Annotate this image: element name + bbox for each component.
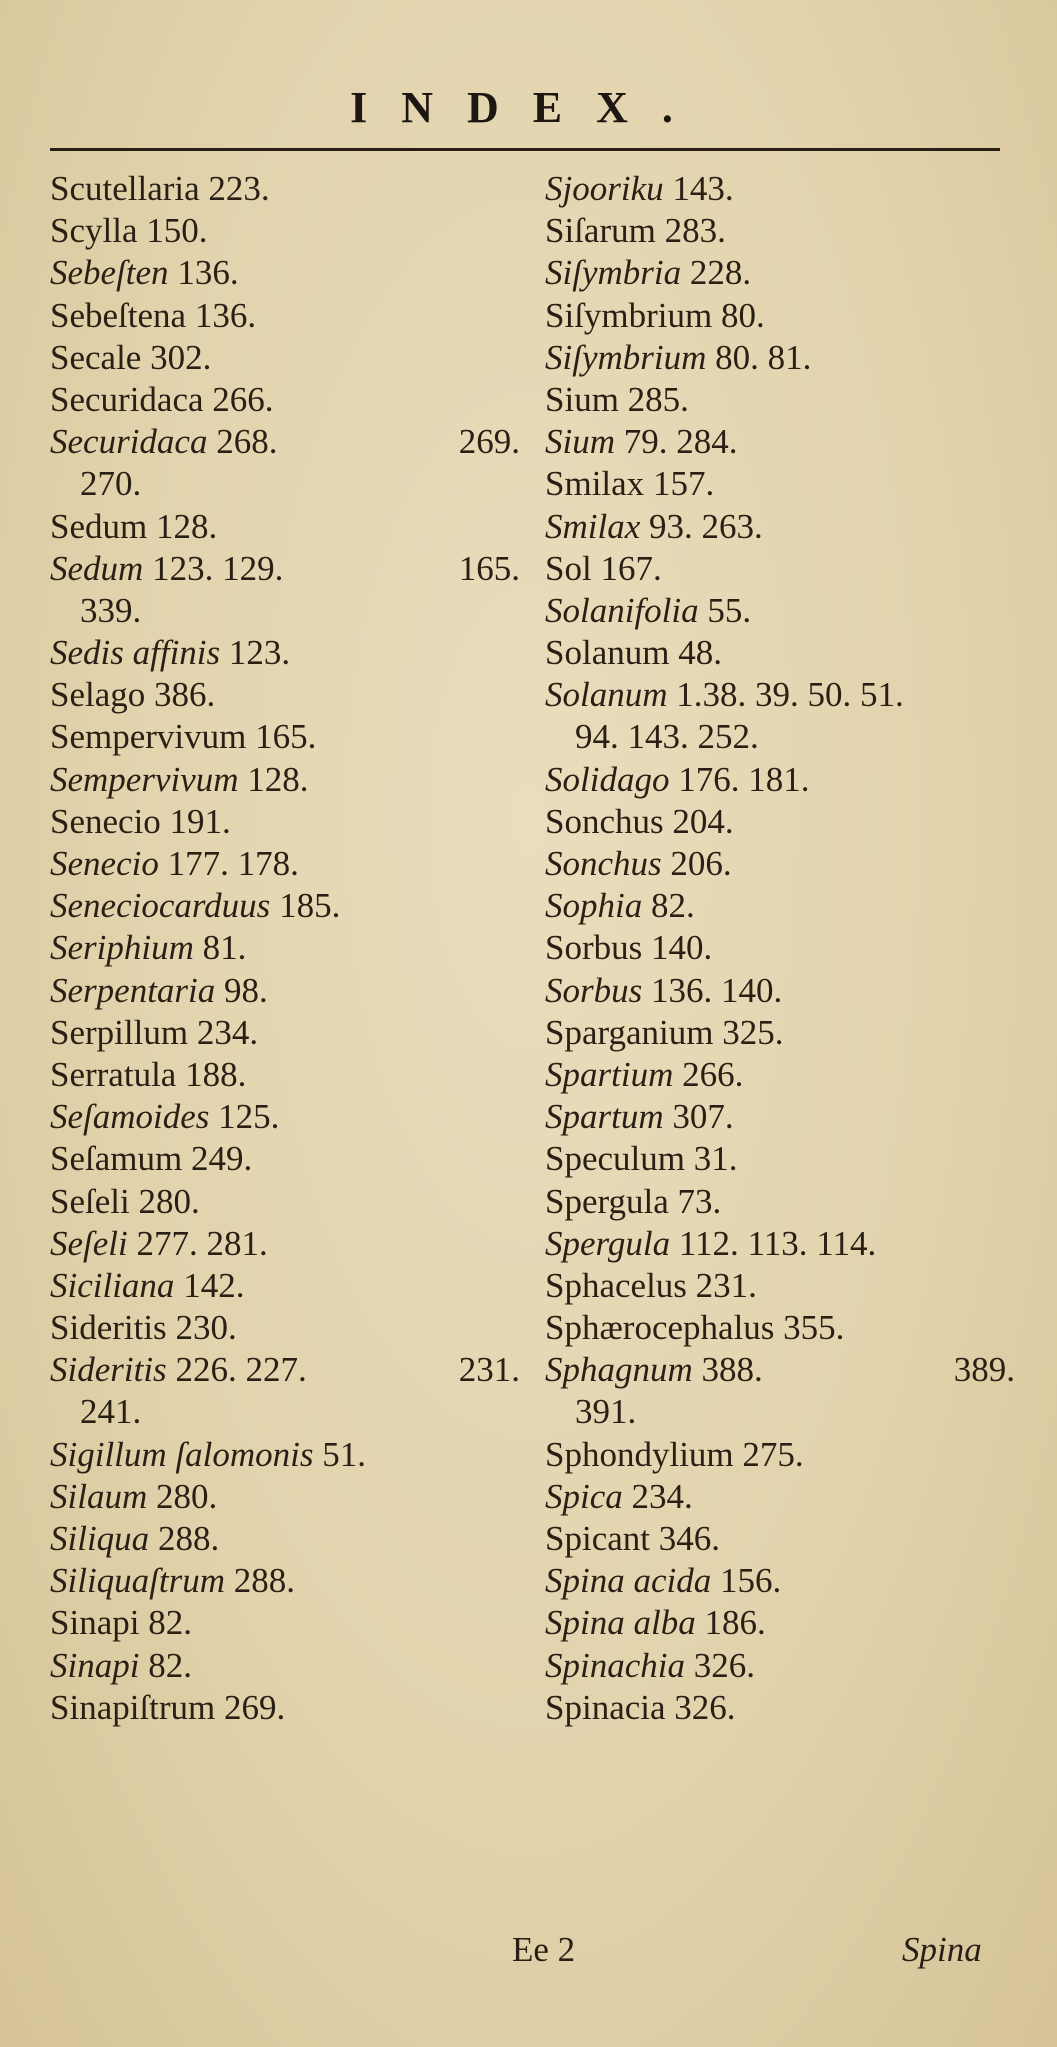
index-entry xyxy=(50,1096,520,1138)
entry-pages: 388. xyxy=(701,1350,763,1390)
entry-pages: 80. xyxy=(721,295,765,335)
entry-pages: 326. xyxy=(674,1687,736,1727)
entry-term: Spicant xyxy=(545,1519,650,1558)
entry-term: Spergula xyxy=(545,1223,671,1263)
signature-mark: Ee 2 xyxy=(512,1930,576,1969)
entry-pages: 188. xyxy=(185,1054,247,1094)
entry-term: Senecio xyxy=(50,844,159,883)
entry-pages: 355. xyxy=(783,1308,845,1348)
index-entry xyxy=(545,421,1015,463)
entry-term: Sempervivum xyxy=(50,759,239,799)
entry-pages: 81. xyxy=(202,928,247,968)
entry-pages: 51. xyxy=(322,1434,366,1474)
entry-pages: 326. xyxy=(693,1645,755,1685)
entry-term: Solanifolia xyxy=(545,590,699,630)
entry-pages: 280. xyxy=(138,1181,200,1221)
entry-pages: 234. xyxy=(196,1012,259,1052)
index-entry xyxy=(50,210,520,252)
entry-term: Siſarum xyxy=(545,211,656,251)
entry-term: Sjooriku xyxy=(545,169,664,208)
index-entry xyxy=(545,1602,1015,1644)
index-entry xyxy=(545,1645,1015,1687)
entry-pages: 386. xyxy=(154,675,216,715)
index-entry xyxy=(545,885,1015,927)
entry-term: Sedis affinis xyxy=(50,633,221,673)
entry-term: Smilax xyxy=(545,464,645,504)
entry-pages: 143. xyxy=(672,169,734,208)
entry-pages: 140. xyxy=(651,928,713,968)
entry-term: Selago xyxy=(50,675,146,715)
entry-term: Spartium xyxy=(545,1054,674,1094)
index-entry xyxy=(545,759,1015,801)
index-entry xyxy=(545,1560,1015,1602)
entry-pages: 339. xyxy=(80,590,142,630)
index-entry xyxy=(545,674,1015,716)
entry-pages: 288. xyxy=(233,1561,296,1601)
index-entry xyxy=(50,590,520,632)
entry-term: Siciliana xyxy=(50,1265,175,1305)
index-entry xyxy=(50,1602,520,1644)
entry-pages: 177. 178. xyxy=(167,844,299,883)
entry-pages: 136. 140. xyxy=(651,970,783,1010)
index-entry xyxy=(545,1012,1015,1054)
index-entry xyxy=(50,1476,520,1518)
entry-term: Sempervivum xyxy=(50,717,247,757)
index-entry xyxy=(50,759,520,801)
index-entry xyxy=(545,252,1015,294)
entry-term: Sideritis xyxy=(50,1350,167,1390)
index-entry xyxy=(50,463,520,505)
entry-pages: 48. xyxy=(678,633,722,673)
entry-term: Sophia xyxy=(545,886,643,926)
entry-pages: 302. xyxy=(150,337,212,377)
entry-term: Sinapiſtrum xyxy=(50,1687,216,1727)
entry-term: Sol xyxy=(545,548,592,588)
entry-term: Siliqua xyxy=(50,1519,150,1558)
entry-pages: 277. 281. xyxy=(136,1223,268,1263)
entry-term: Sinapi xyxy=(50,1645,140,1685)
entry-pages: 226. 227. xyxy=(175,1350,307,1390)
header-rule xyxy=(50,148,1000,151)
index-entry xyxy=(545,463,1015,505)
entry-term: Seſamum xyxy=(50,1139,183,1179)
index-entry xyxy=(545,210,1015,252)
index-entry xyxy=(545,590,1015,632)
entry-term: Siliquaſtrum xyxy=(50,1561,226,1601)
entry-pages: 269. xyxy=(224,1687,286,1727)
entry-pages: 142. xyxy=(183,1265,245,1305)
index-entry xyxy=(50,1434,520,1476)
entry-pages: 136. xyxy=(177,253,239,293)
index-entry xyxy=(545,168,1015,210)
entry-pages: 241. xyxy=(80,1392,142,1432)
entry-term: Scutellaria xyxy=(50,169,200,208)
entry-term: Seſeli xyxy=(50,1223,128,1263)
entry-term: Speculum xyxy=(545,1139,685,1179)
index-entry xyxy=(545,1476,1015,1518)
index-entry xyxy=(545,632,1015,674)
entry-term: Sigillum ſalomonis xyxy=(50,1434,314,1474)
entry-pages: 125. xyxy=(218,1097,280,1137)
entry-pages: 1.38. 39. 50. 51. xyxy=(676,675,904,715)
entry-pages: 128. xyxy=(155,506,218,546)
index-entry xyxy=(50,337,520,379)
index-entry xyxy=(50,1518,520,1560)
entry-pages: 128. xyxy=(247,759,309,799)
entry-term: Scylla xyxy=(50,211,138,251)
entry-pages-extra: 269. xyxy=(458,422,520,462)
entry-pages: 325. xyxy=(722,1012,784,1052)
entry-pages-extra: 389. xyxy=(953,1350,1015,1390)
entry-pages: 206. xyxy=(670,844,732,883)
index-entry xyxy=(545,1096,1015,1138)
entry-pages: 228. xyxy=(689,253,752,293)
index-entry xyxy=(50,1391,520,1433)
index-entry xyxy=(545,1391,1015,1433)
index-entry xyxy=(50,674,520,716)
entry-pages: 167. xyxy=(600,548,662,588)
index-entry xyxy=(50,379,520,421)
entry-pages: 55. xyxy=(707,590,752,630)
index-entry xyxy=(545,337,1015,379)
index-entry xyxy=(50,1687,520,1729)
entry-term: Sebeſten xyxy=(50,253,169,293)
entry-pages: 234. xyxy=(631,1476,693,1516)
index-entry xyxy=(545,295,1015,337)
entry-term: Sorbus xyxy=(545,970,643,1010)
index-entry xyxy=(50,168,520,210)
entry-term: Spica xyxy=(545,1476,623,1516)
entry-pages: 230. xyxy=(175,1308,237,1348)
entry-pages: 156. xyxy=(719,1561,782,1601)
index-entry xyxy=(545,1349,1015,1391)
entry-term: Spartum xyxy=(545,1097,664,1137)
entry-pages: 270. xyxy=(80,464,142,504)
entry-term: Spinachia xyxy=(545,1645,685,1685)
index-entry xyxy=(50,1349,520,1391)
index-entry xyxy=(545,1138,1015,1180)
index-entry xyxy=(50,970,520,1012)
entry-term: Spina acida xyxy=(545,1561,712,1601)
index-entry xyxy=(545,1307,1015,1349)
entry-term: Sideritis xyxy=(50,1308,167,1348)
entry-pages: 185. xyxy=(279,886,341,926)
entry-pages: 98. xyxy=(224,970,268,1010)
entry-term: Smilax xyxy=(545,506,641,546)
index-entry xyxy=(50,295,520,337)
index-entry xyxy=(50,1645,520,1687)
index-entry xyxy=(545,927,1015,969)
index-entry xyxy=(545,801,1015,843)
entry-pages: 79. 284. xyxy=(623,422,738,462)
entry-term: Sedum xyxy=(50,548,144,588)
index-entry xyxy=(50,885,520,927)
entry-term: Serpentaria xyxy=(50,970,216,1010)
index-entry xyxy=(545,716,1015,758)
entry-term: Sonchus xyxy=(545,801,664,841)
entry-term: Siſymbrium xyxy=(545,295,713,335)
entry-pages: 94. 143. 252. xyxy=(575,717,759,757)
index-column-right xyxy=(545,168,1015,1729)
entry-term: Serratula xyxy=(50,1054,177,1094)
entry-term: Sorbus xyxy=(545,928,643,968)
entry-term: Seriphium xyxy=(50,928,194,968)
index-column-left xyxy=(50,168,520,1729)
index-entry xyxy=(50,843,520,885)
entry-pages: 307. xyxy=(672,1097,734,1137)
index-entry xyxy=(545,506,1015,548)
entry-pages: 283. xyxy=(664,211,726,251)
index-entry xyxy=(50,927,520,969)
entry-pages: 31. xyxy=(693,1139,738,1179)
entry-pages: 288. xyxy=(157,1519,220,1558)
entry-pages: 123. 129. xyxy=(152,548,284,588)
index-entry xyxy=(50,1012,520,1054)
entry-pages: 136. xyxy=(194,295,257,335)
entry-pages: 204. xyxy=(672,801,734,841)
entry-term: Sedum xyxy=(50,506,148,546)
index-entry xyxy=(50,252,520,294)
entry-pages: 176. 181. xyxy=(678,759,810,799)
index-entry xyxy=(545,1434,1015,1476)
entry-pages: 112. 113. 114. xyxy=(678,1223,877,1263)
index-entry xyxy=(50,716,520,758)
index-entry xyxy=(50,506,520,548)
entry-pages: 275. xyxy=(742,1434,804,1474)
entry-pages: 73. xyxy=(677,1181,722,1221)
index-entry xyxy=(50,801,520,843)
index-entry xyxy=(545,1223,1015,1265)
index-entry xyxy=(50,1138,520,1180)
index-entry xyxy=(545,1687,1015,1729)
entry-pages: 266. xyxy=(682,1054,744,1094)
entry-term: Siſymbrium xyxy=(545,337,707,377)
entry-term: Sphagnum xyxy=(545,1350,693,1390)
entry-pages: 346. xyxy=(658,1519,720,1558)
entry-pages: 157. xyxy=(652,464,715,504)
entry-pages: 82. xyxy=(148,1603,192,1643)
entry-term: Solidago xyxy=(545,759,670,799)
index-entry xyxy=(50,1265,520,1307)
index-entry xyxy=(545,548,1015,590)
entry-pages: 80. 81. xyxy=(715,337,812,377)
entry-term: Sphacelus xyxy=(545,1265,687,1305)
entry-term: Spinacia xyxy=(545,1687,666,1727)
entry-pages: 231. xyxy=(695,1265,757,1305)
entry-term: Sebeſtena xyxy=(50,295,187,335)
index-entry xyxy=(545,970,1015,1012)
entry-term: Serpillum xyxy=(50,1012,189,1052)
index-entry xyxy=(50,548,520,590)
entry-pages: 82. xyxy=(650,886,695,926)
entry-term: Seſeli xyxy=(50,1181,130,1221)
index-entry xyxy=(50,1054,520,1096)
entry-pages: 82. xyxy=(148,1645,192,1685)
index-entry xyxy=(50,1181,520,1223)
entry-term: Senecio xyxy=(50,801,161,841)
index-entry xyxy=(545,1518,1015,1560)
entry-term: Spergula xyxy=(545,1181,669,1221)
entry-pages: 268. xyxy=(216,422,278,462)
index-entry xyxy=(545,379,1015,421)
entry-term: Spina alba xyxy=(545,1603,696,1643)
entry-term: Siſymbria xyxy=(545,253,682,293)
index-entry xyxy=(545,1181,1015,1223)
entry-term: Sparganium xyxy=(545,1012,714,1052)
entry-term: Securidaca xyxy=(50,379,204,419)
index-entry xyxy=(545,1054,1015,1096)
entry-term: Sium xyxy=(545,422,615,462)
entry-term: Sphærocephalus xyxy=(545,1308,775,1348)
entry-pages: 280. xyxy=(155,1476,218,1516)
index-entry xyxy=(50,632,520,674)
entry-term: Sium xyxy=(545,379,619,419)
catchword: Spina xyxy=(902,1930,982,1969)
entry-pages: 391. xyxy=(575,1392,637,1432)
entry-pages: 249. xyxy=(190,1139,253,1179)
entry-term: Solanum xyxy=(545,675,668,715)
entry-term: Sphondylium xyxy=(545,1434,734,1474)
entry-term: Sinapi xyxy=(50,1603,140,1643)
index-entry xyxy=(545,1265,1015,1307)
entry-pages: 165. xyxy=(255,717,317,757)
entry-term: Seneciocarduus xyxy=(50,886,271,926)
entry-term: Seſamoides xyxy=(50,1097,210,1137)
entry-term: Solanum xyxy=(545,633,670,673)
entry-pages-extra: 231. xyxy=(458,1350,520,1390)
entry-term: Secale xyxy=(50,337,142,377)
entry-pages: 123. xyxy=(228,633,291,673)
entry-term: Silaum xyxy=(50,1476,148,1516)
index-entry xyxy=(50,1560,520,1602)
index-entry xyxy=(50,421,520,463)
entry-pages-extra: 165. xyxy=(458,548,520,588)
index-entry xyxy=(545,843,1015,885)
index-entry xyxy=(50,1223,520,1265)
index-entry xyxy=(50,1307,520,1349)
entry-pages: 285. xyxy=(627,379,689,419)
entry-pages: 150. xyxy=(146,211,208,251)
entry-pages: 266. xyxy=(212,379,274,419)
entry-term: Securidaca xyxy=(50,422,208,462)
entry-pages: 93. 263. xyxy=(649,506,763,546)
entry-pages: 223. xyxy=(208,169,270,208)
page-title: INDEX. xyxy=(350,83,707,132)
entry-pages: 186. xyxy=(704,1603,766,1643)
entry-term: Sonchus xyxy=(545,844,662,883)
entry-pages: 191. xyxy=(169,801,231,841)
